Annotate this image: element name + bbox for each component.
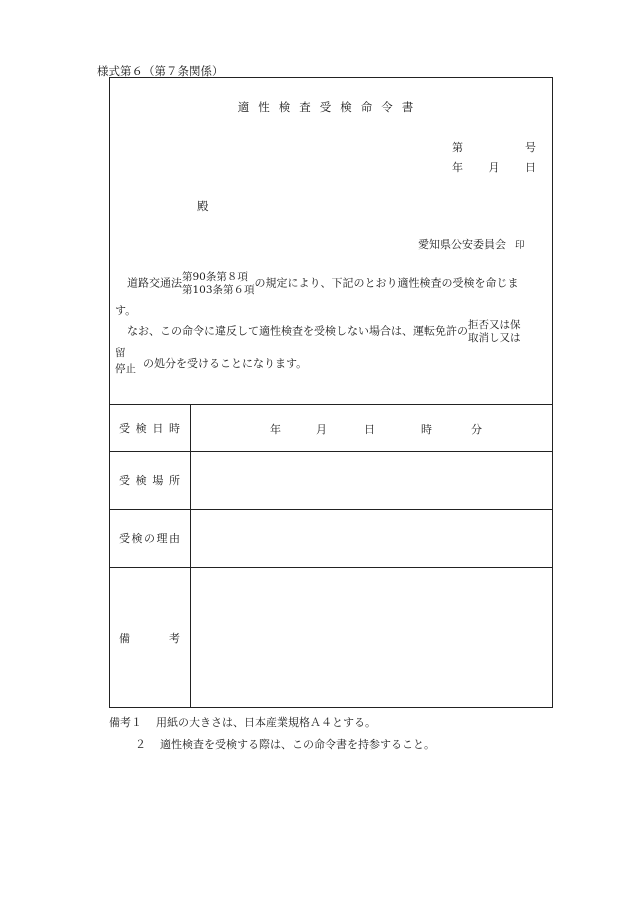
issuer-name: 愛知県公安委員会 [418, 238, 506, 251]
penalty-options-a [468, 319, 521, 344]
note-1-text: 用紙の大きさは、日本産業規格Ａ４とする。 [156, 716, 376, 729]
form-number-label: 様式第６（第７条関係） [97, 64, 224, 78]
title-char: 検 [278, 100, 298, 114]
law-article-options [182, 271, 255, 296]
label-char: の [144, 532, 155, 545]
title-char: 査 [299, 100, 318, 114]
label-char: 日 [152, 421, 164, 435]
year-unit: 年 [452, 161, 463, 174]
penalty-option-2b: 停止 [115, 363, 136, 375]
label-char: 検 [135, 421, 147, 435]
remarks-label [109, 567, 190, 708]
label-char: 受 [119, 474, 130, 487]
title-char: 命 [360, 100, 380, 114]
title-char: 書 [401, 100, 421, 114]
body-text-2: なお、この命令に違反して適性検査を受検しない場合は、運転免許の [127, 324, 468, 338]
datetime-label [109, 404, 190, 451]
title-char: 検 [340, 100, 359, 114]
datetime-year-unit: 年 [270, 423, 281, 436]
seal-mark: 印 [515, 240, 525, 251]
label-char: 時 [168, 421, 180, 435]
body-paragraph-2 [127, 319, 521, 344]
number-suffix: 号 [525, 141, 536, 154]
penalty-option-1b: 取消し又は [468, 331, 521, 344]
addressee-honorific: 殿 [197, 199, 209, 213]
datetime-day-unit: 日 [364, 423, 375, 436]
body-paragraph-3: の処分を受けることになります。 [143, 357, 308, 370]
penalty-option-1a: 拒否又は保 [468, 319, 521, 331]
label-char: 受 [119, 532, 130, 545]
day-unit: 日 [525, 161, 536, 174]
note-2-text: 適性検査を受検する際は、この命令書を持参すること。 [160, 738, 435, 751]
label-char: 検 [131, 532, 143, 545]
penalty-options-b [115, 345, 136, 377]
note-2 [135, 736, 435, 752]
datetime-hour-unit: 時 [421, 423, 432, 436]
datetime-minute-unit: 分 [471, 423, 482, 436]
law-option-2: 第103条第６項 [182, 283, 255, 296]
label-char: 場 [152, 474, 164, 487]
place-label [109, 451, 190, 509]
issuer-line [418, 236, 525, 252]
month-unit: 月 [488, 161, 500, 174]
label-char: 考 [169, 631, 180, 645]
issue-date-line [452, 159, 536, 175]
datetime-field [270, 421, 482, 437]
label-char: 備 [119, 631, 130, 645]
notes-heading: 備考１ [109, 716, 142, 729]
body-paragraph-1 [127, 271, 519, 296]
title-char: 令 [381, 100, 400, 114]
law-option-1: 第90条第８項 [182, 271, 248, 283]
title-char: 性 [258, 100, 277, 114]
number-prefix: 第 [452, 141, 463, 154]
title-char: 適 [237, 100, 257, 114]
title-char: 受 [319, 100, 339, 114]
table-column-divider [190, 404, 191, 708]
note-2-number: ２ [135, 738, 146, 751]
document-number-line [452, 139, 536, 155]
label-char: 所 [168, 474, 180, 487]
reason-label [109, 509, 190, 567]
body-text-1: の規定により、下記のとおり適性検査の受検を命じま [254, 276, 519, 290]
body-paragraph-1-tail: す。 [115, 304, 137, 317]
label-char: 受 [119, 421, 130, 435]
document-title [0, 99, 630, 115]
penalty-option-2a: 留 [115, 347, 126, 359]
datetime-month-unit: 月 [316, 423, 327, 436]
label-char: 検 [135, 474, 147, 487]
label-char: 理 [156, 532, 168, 545]
law-name: 道路交通法 [127, 276, 182, 290]
label-char: 由 [169, 532, 180, 545]
note-1 [109, 714, 376, 730]
